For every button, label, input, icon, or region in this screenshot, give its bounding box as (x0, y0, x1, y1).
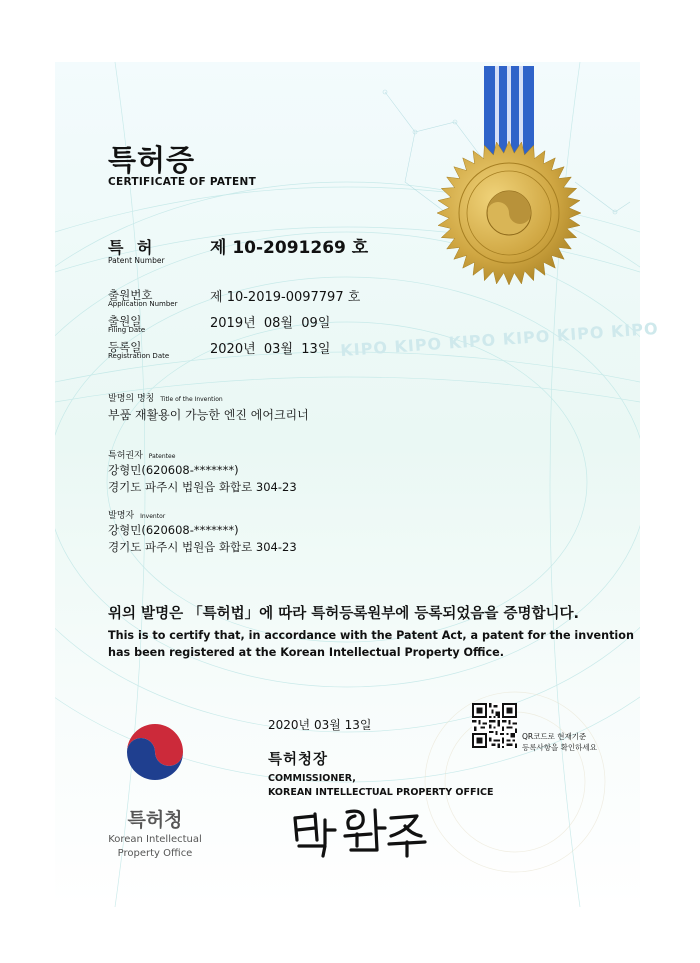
filing-date: 2019년 08월 09일 (210, 316, 331, 331)
filing-label: 출원일 (108, 314, 142, 328)
patent-label: 특 허 (108, 238, 157, 257)
inventor-name: 강형민(620608-*******) (108, 523, 239, 537)
inventor-label-ko: 발명자 (108, 511, 135, 521)
commissioner-en (268, 772, 493, 800)
statement-ko: 위의 발명은 「특허법」에 따라 특허등록원부에 등록되었음을 증명합니다. (108, 606, 579, 622)
invention-label-ko: 발명의 명칭 (108, 394, 155, 404)
application-label-en: Application Number (108, 300, 178, 308)
certificate-title-en: CERTIFICATE OF PATENT (108, 176, 257, 188)
patentee-label-ko: 특허권자 (108, 451, 143, 461)
gold-seal-icon (436, 140, 582, 286)
patentee-label (108, 448, 175, 461)
qr-note-line1: QR코드로 현재기준 (522, 732, 587, 741)
registration-label-en: Registration Date (108, 352, 170, 360)
issue-date: 2020년 03월 13일 (268, 718, 372, 732)
inventor-label (108, 508, 165, 521)
kipo-name-en-line1: Korean Intellectual (108, 834, 202, 845)
kipo-name-en (100, 833, 210, 861)
statement-en (108, 627, 634, 661)
registration-label: 등록일 (108, 340, 142, 354)
signature-icon (285, 800, 435, 860)
patentee-address: 경기도 파주시 법원읍 화합로 304-23 (108, 480, 297, 494)
inventor-label-en: Inventor (140, 513, 166, 520)
qr-note-line2: 등록사항을 확인하세요 (522, 743, 597, 752)
invention-title: 부품 재활용이 가능한 엔진 에어크리너 (108, 408, 309, 422)
kipo-logo (100, 712, 210, 872)
filing-label-en: Filing Date (108, 326, 146, 334)
application-number: 제 10-2019-0097797 호 (210, 290, 361, 305)
registration-date: 2020년 03월 13일 (210, 342, 331, 357)
commissioner-en-line2: KOREAN INTELLECTUAL PROPERTY OFFICE (268, 787, 494, 798)
qr-code-icon[interactable] (472, 703, 517, 748)
kipo-emblem-icon (121, 712, 189, 792)
kipo-watermark: KIPO KIPO KIPO KIPO KIPO KIPO (339, 318, 660, 361)
kipo-name-en-line2: Property Office (117, 848, 193, 859)
kipo-name-ko: 특허청 (127, 809, 183, 831)
statement-en-line1: This is to certify that, in accordance with the Patent Act, a patent for the invention (108, 629, 634, 642)
patentee-name: 강형민(620608-*******) (108, 463, 239, 477)
commissioner-en-line1: COMMISSIONER, (268, 773, 356, 784)
patentee-label-en: Patentee (148, 453, 176, 460)
inventor-address: 경기도 파주시 법원읍 화합로 304-23 (108, 540, 297, 554)
certificate-title-ko: 특허증 (108, 143, 196, 177)
invention-label-en: Title of the Invention (160, 396, 223, 403)
invention-label (108, 391, 223, 404)
patent-number: 제 10-2091269 호 (210, 238, 369, 258)
qr-note (522, 731, 597, 753)
patent-label-en: Patent Number (108, 256, 165, 265)
commissioner-ko: 특허청장 (268, 752, 329, 768)
application-label: 출원번호 (108, 288, 153, 302)
statement-en-line2: has been registered at the Korean Intellectual Property Office. (108, 646, 504, 659)
